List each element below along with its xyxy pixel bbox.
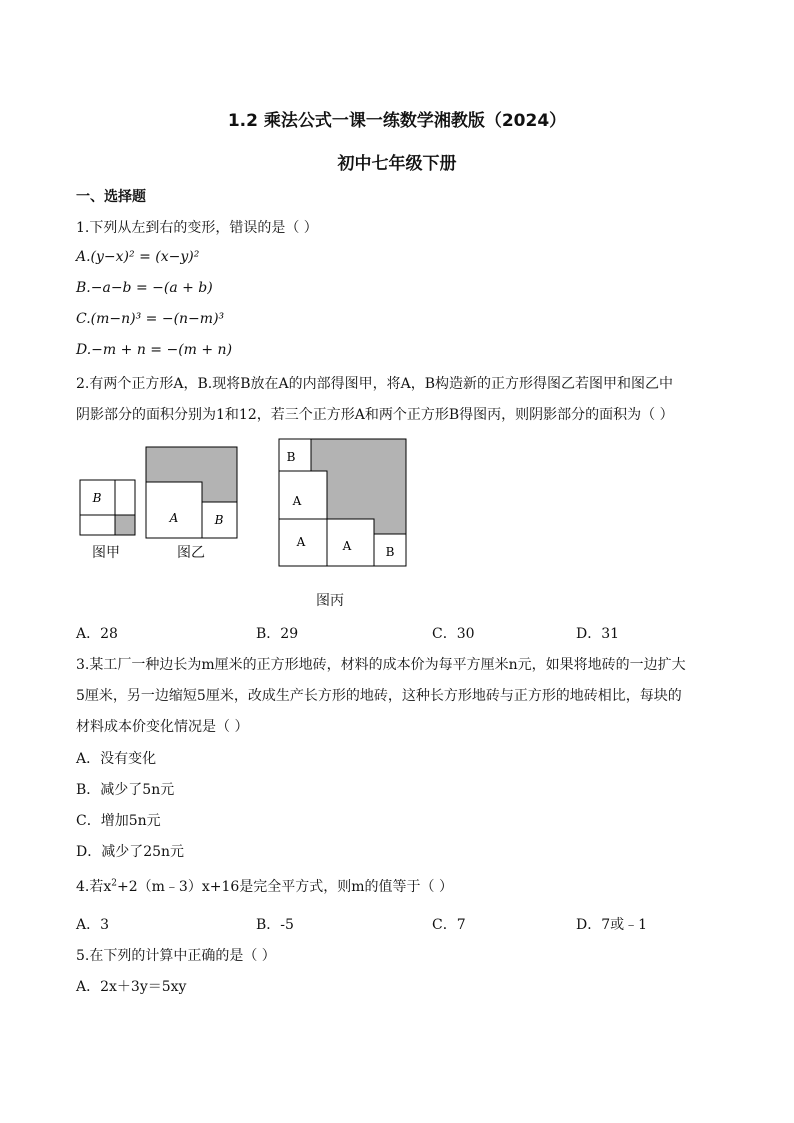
q2-option-a: A．28 bbox=[76, 626, 118, 642]
section-heading: 一、选择题 bbox=[76, 189, 146, 205]
q1-option-d: D.−m + n = −(m + n) bbox=[76, 342, 233, 358]
figure-yi-square-a bbox=[146, 482, 202, 538]
figure-bing-label-b-corner: B bbox=[385, 545, 395, 559]
q1-option-a: A.(y−x)² = (x−y)² bbox=[76, 249, 200, 265]
figure-jia-label-b: B bbox=[92, 491, 102, 505]
q2-option-c: C．30 bbox=[432, 626, 475, 642]
figure-yi bbox=[145, 446, 239, 540]
page-subtitle: 初中七年级下册 bbox=[337, 154, 457, 174]
caption-bing: 图丙 bbox=[316, 593, 344, 609]
q3-stem-line2: 5厘米，另一边缩短5厘米，改成生产长方形的地砖，这种长方形地砖与正方形的地砖相比，每块的 bbox=[76, 688, 682, 704]
figure-bing-label-b-top: B bbox=[286, 450, 296, 464]
q5-stem: 5.在下列的计算中正确的是（ ） bbox=[76, 948, 276, 964]
figure-jia bbox=[79, 479, 137, 537]
q3-option-d: D．减少了25n元 bbox=[76, 844, 185, 860]
q4-option-d: D．7或﹣1 bbox=[576, 917, 648, 933]
q2-stem-line1: 2.有两个正方形A，B.现将B放在A的内部得图甲，将A，B构造新的正方形得图乙若图甲和图乙中 bbox=[76, 376, 674, 392]
figure-bing-label-a-bottom-middle: A bbox=[342, 539, 352, 553]
q5-option-a: A．2x＋3y＝5xy bbox=[76, 979, 187, 995]
q1-option-b: B.−a−b = −(a + b) bbox=[76, 280, 213, 296]
q4-option-a: A．3 bbox=[76, 917, 110, 933]
q3-option-a: A．没有变化 bbox=[76, 751, 157, 767]
q4-option-b: B．-5 bbox=[256, 917, 294, 933]
figure-bing-label-a-bottom-left: A bbox=[296, 535, 306, 549]
figure-jia-shaded-region bbox=[115, 515, 135, 535]
figure-yi-label-a: A bbox=[169, 511, 179, 525]
q4-stem-post: +2（m﹣3）x+16是完全平方式，则m的值等于（ ） bbox=[117, 879, 453, 895]
q3-option-c: C．增加5n元 bbox=[76, 813, 161, 829]
figure-yi-label-b: B bbox=[214, 513, 224, 527]
q2-option-d: D．31 bbox=[576, 626, 620, 642]
q4-stem-exponent: 2 bbox=[111, 878, 117, 889]
q3-stem-line1: 3.某工厂一种边长为m厘米的正方形地砖，材料的成本价为每平方厘米n元，如果将地砖的一边扩大 bbox=[76, 657, 686, 673]
q4-stem-pre: 4.若x bbox=[76, 879, 112, 895]
q2-stem-line2: 阴影部分的面积分别为1和12，若三个正方形A和两个正方形B得图丙，则阴影部分的面积为（ ） bbox=[76, 407, 674, 423]
figure-bing-square-a-left bbox=[279, 471, 327, 519]
page-title: 1.2 乘法公式一课一练数学湘教版（2024） bbox=[227, 111, 567, 131]
figure-bing bbox=[278, 438, 408, 568]
q1-stem: 1.下列从左到右的变形，错误的是（ ） bbox=[76, 220, 318, 236]
caption-yi: 图乙 bbox=[177, 545, 205, 561]
figure-bing-label-a-left: A bbox=[292, 494, 302, 508]
q1-option-c: C.(m−n)³ = −(n−m)³ bbox=[76, 311, 225, 327]
q3-stem-line3: 材料成本价变化情况是（ ） bbox=[76, 719, 249, 735]
q4-stem bbox=[76, 876, 453, 896]
caption-jia: 图甲 bbox=[92, 545, 120, 561]
q3-option-b: B．减少了5n元 bbox=[76, 782, 175, 798]
q4-option-c: C．7 bbox=[432, 917, 466, 933]
q2-option-b: B．29 bbox=[256, 626, 299, 642]
